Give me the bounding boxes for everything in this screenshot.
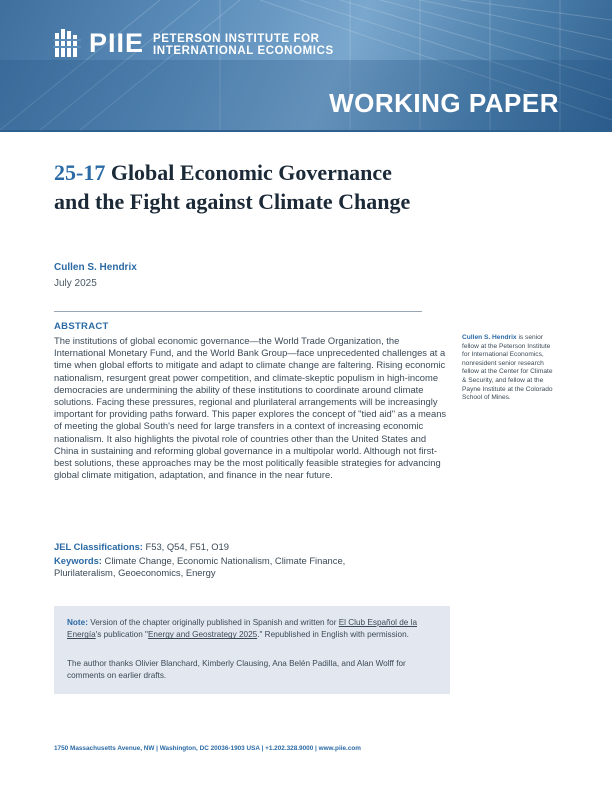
author-bio-text: is senior fellow at the Peterson Institute for International Economics, nonresident senior research fellow at the Center for Climate & Security, and fellow at the Payne Institute at the Colorado School of Mines. [462,334,553,402]
note-text-c: ." Republished in English with permission. [257,630,409,640]
jel-label: JEL Classifications: [54,541,143,552]
author-bio [462,334,558,403]
author-name: Cullen S. Hendrix [54,262,137,273]
institute-name [153,33,334,57]
section-divider [54,311,422,312]
jel-value: F53, Q54, F51, O19 [145,541,229,552]
jel-classifications [54,541,229,553]
link-energy-geostrategy[interactable]: Energy and Geostrategy 2025 [147,630,258,640]
publication-note [67,617,432,642]
keywords-label: Keywords: [54,555,102,566]
keywords-value: Climate Change, Economic Nationalism, Climate Finance, Plurilateralism, Geoeconomics, Energy [54,555,346,579]
keywords [54,555,394,579]
note-text-b: 's publication " [95,630,148,640]
note-box [54,606,450,694]
logo-wordmark: PIIE [89,27,145,58]
note-text-a: Version of the chapter originally published in Spanish and written for [90,618,337,627]
paper-title-text: Global Economic Governance and the Fight against Climate Change [54,160,411,214]
paper-title [54,158,414,216]
link-club-espanol[interactable]: El Club Español de la Energía [67,618,418,640]
institute-name-line2: INTERNATIONAL ECONOMICS [153,45,334,57]
institute-name-line1: PETERSON INSTITUTE FOR [153,33,320,45]
author-bio-name: Cullen S. Hendrix [462,334,517,341]
abstract-heading: ABSTRACT [54,321,109,332]
abstract-text: The institutions of global economic governance—the World Trade Organization, the International Monetary Fund, and the World Bank Group—face unprecedented challenges at a time when global efforts to mitigate and adapt to climate change are faltering. Rising economic nationalism, resurgent great power competition, and climate-skeptic populism in high-income democracies are undermining the ability of these institutions to coordinate around climate solutions. Facing these pressures, regional and plurilateral arrangements will be increasingly important for providing paths forward. This paper explores the concept of "tied aid" as a means of meeting the global South's need for large transfers in a context of increasing economic nationalism. It also highlights the pivotal role of countries other than the United States and China in sustaining and reforming global governance in a multipolar world. Although not first-best solutions, these approaches may be the most politically feasible strategies for advancing global climate mitigation, adaptation, and finance in the near future. [54,335,447,481]
banner-divider [0,130,612,132]
piie-logo[interactable] [53,27,144,59]
working-paper-label: WORKING PAPER [329,88,559,118]
header-banner [0,0,612,130]
acknowledgements: The author thanks Olivier Blanchard, Kimberly Clausing, Ana Belén Padilla, and Alan Wolff for comments on earlier drafts. [67,659,406,681]
piie-logo-icon [53,27,81,59]
note-label: Note: [67,618,88,627]
footer-contact: 1750 Massachusetts Avenue, NW | Washington, DC 20036-1903 USA | +1.202.328.9000 | www.piie.com [54,745,361,752]
publication-date: July 2025 [54,278,97,289]
paper-number: 25-17 [54,160,106,185]
